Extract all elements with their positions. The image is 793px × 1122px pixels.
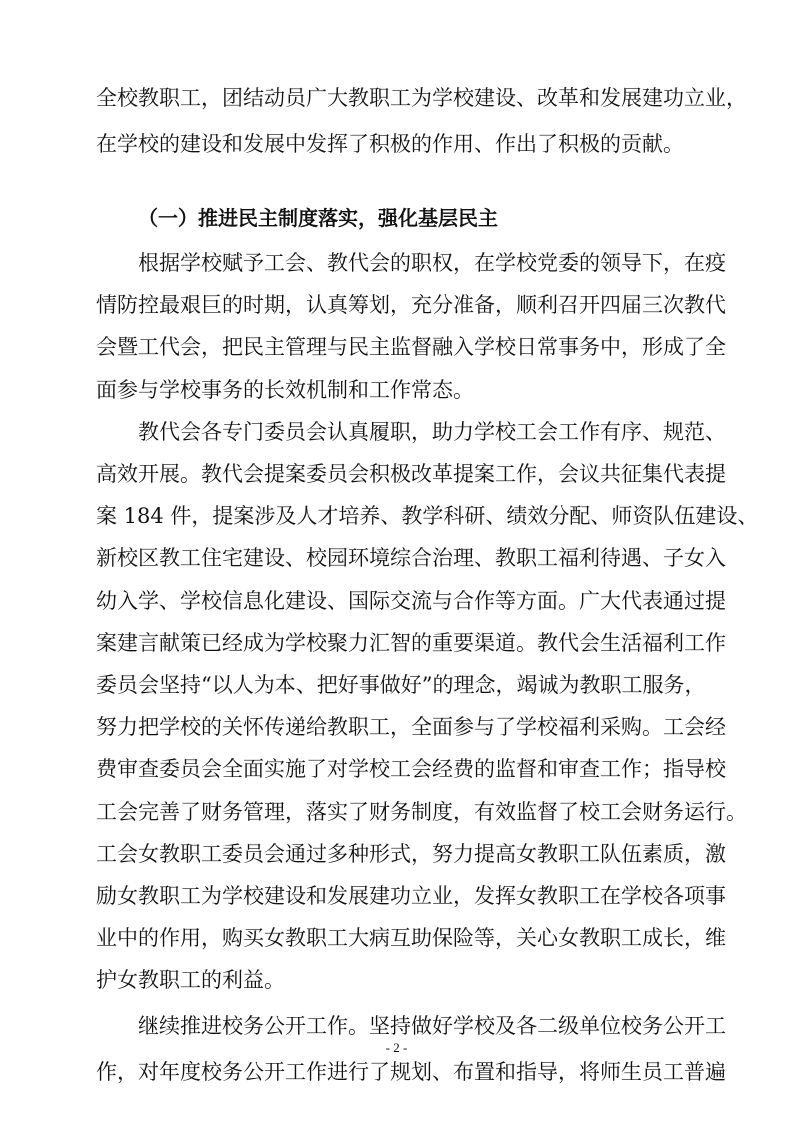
paragraph-line: 面参与学校事务的长效机制和工作常态。 — [96, 378, 474, 402]
paragraph-line: 会暨工代会，把民主管理与民主监督融入学校日常事务中，形成了全 — [96, 335, 726, 359]
paragraph-line: 高效开展。教代会提案委员会积极改革提案工作，会议共征集代表提 — [96, 462, 726, 486]
paragraph-line: 作，对年度校务公开工作进行了规划、布置和指导，将师生员工普遍 — [96, 1060, 726, 1084]
paragraph-line: 护女教职工的利益。 — [96, 968, 285, 992]
paragraph-line: 新校区教工住宅建设、校园环境综合治理、教职工福利待遇、子女入 — [96, 546, 726, 570]
paragraph-line: 继续推进校务公开工作。坚持做好学校及各二级单位校务公开工 — [138, 1014, 726, 1038]
paragraph-line: 幼入学、学校信息化建设、国际交流与合作等方面。广大代表通过提 — [96, 589, 726, 613]
paragraph-line: 委员会坚持“以人为本、把好事做好”的理念，竭诚为教职工服务， — [96, 673, 706, 697]
paragraph-line: 教代会各专门委员会认真履职，助力学校工会工作有序、规范、 — [138, 420, 726, 444]
section-heading: （一）推进民主制度落实，强化基层民主 — [138, 206, 498, 230]
page-number: - 2 - — [385, 1040, 408, 1055]
intro-line: 在学校的建设和发展中发挥了积极的作用、作出了积极的贡献。 — [96, 132, 684, 156]
paragraph-line: 业中的作用，购买女教职工大病互助保险等，关心女教职工成长，维 — [96, 926, 726, 950]
paragraph-line: 工会完善了财务管理，落实了财务制度，有效监督了校工会财务运行。 — [96, 800, 747, 824]
paragraph-line: 案建言献策已经成为学校聚力汇智的重要渠道。教代会生活福利工作 — [96, 631, 726, 655]
paragraph-line: 努力把学校的关怀传递给教职工，全面参与了学校福利采购。工会经 — [96, 715, 726, 739]
paragraph-line: 费审查委员会全面实施了对学校工会经费的监督和审查工作；指导校 — [96, 757, 726, 781]
intro-line: 全校教职工，团结动员广大教职工为学校建设、改革和发展建功立业， — [96, 86, 747, 110]
paragraph-line: 工会女教职工委员会通过多种形式，努力提高女教职工队伍素质，激 — [96, 842, 726, 866]
paragraph-line: 案 184 件，提案涉及人才培养、教学科研、绩效分配、师资队伍建设、 — [96, 504, 759, 528]
paragraph-line: 根据学校赋予工会、教代会的职权，在学校党委的领导下，在疫 — [138, 251, 726, 275]
paragraph-line: 情防控最艰巨的时期，认真筹划，充分准备，顺利召开四届三次教代 — [96, 293, 726, 317]
paragraph-line: 励女教职工为学校建设和发展建功立业，发挥女教职工在学校各项事 — [96, 884, 726, 908]
